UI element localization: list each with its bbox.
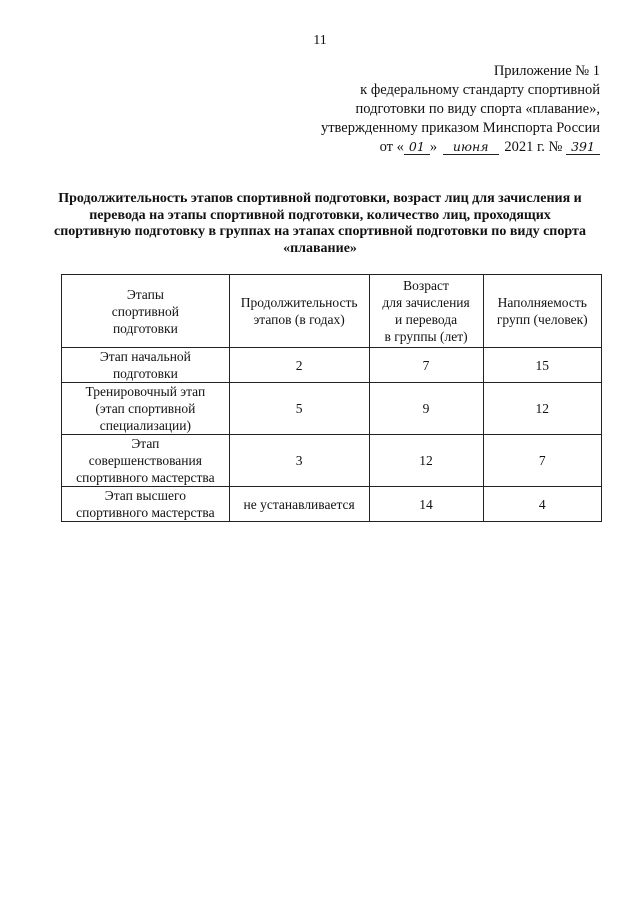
stage-name-cell: Этап совершенствования спортивного мастерства bbox=[62, 435, 230, 487]
stage-name-cell: Этап высшего спортивного мастерства bbox=[62, 487, 230, 522]
order-ref-year: 2021 г. № bbox=[504, 139, 563, 155]
appendix-title: Приложение № 1 bbox=[493, 63, 600, 79]
appendix-subtitle-line: утвержденному приказом Минспорта России bbox=[320, 120, 600, 136]
appendix-subtitle-line: подготовки по виду спорта «плавание», bbox=[355, 101, 600, 117]
column-header-stages: Этапы спортивной подготовки bbox=[62, 275, 230, 348]
duration-cell: 2 bbox=[229, 348, 369, 383]
document-title: Продолжительность этапов спортивной подготовки, возраст лиц для зачисления и перевода на этапы спортивной подготовки, количество лиц, проходящих спортивную подготовку в группах на этапах спортивной подготовки по виду спорта «плавание» bbox=[53, 191, 587, 256]
age-cell: 9 bbox=[369, 383, 483, 435]
order-ref-prefix: от « bbox=[379, 139, 404, 155]
duration-cell: не устанавливается bbox=[229, 487, 369, 522]
order-ref-mid: » bbox=[429, 139, 438, 155]
table-row bbox=[62, 435, 602, 487]
group-size-cell: 12 bbox=[483, 383, 601, 435]
column-header-age: Возраст для зачисления и перевода в группы (лет) bbox=[369, 275, 483, 348]
age-cell: 12 bbox=[369, 435, 483, 487]
table-row bbox=[62, 348, 602, 383]
handwritten-order-number: 391 bbox=[566, 140, 600, 155]
column-header-group-size: Наполняемость групп (человек) bbox=[483, 275, 601, 348]
table-header-row bbox=[62, 275, 602, 348]
appendix-subtitle-line: к федеральному стандарту спортивной bbox=[360, 82, 600, 98]
page-number: 11 bbox=[313, 33, 327, 48]
column-header-duration: Продолжительность этапов (в годах) bbox=[229, 275, 369, 348]
table-row bbox=[62, 383, 602, 435]
stages-table bbox=[61, 274, 602, 522]
age-cell: 7 bbox=[369, 348, 483, 383]
age-cell: 14 bbox=[369, 487, 483, 522]
appendix-header bbox=[300, 62, 600, 157]
duration-cell: 5 bbox=[229, 383, 369, 435]
handwritten-day: 01 bbox=[404, 140, 430, 155]
table-row bbox=[62, 487, 602, 522]
stage-name-cell: Этап начальной подготовки bbox=[62, 348, 230, 383]
handwritten-month: июня bbox=[443, 140, 499, 155]
group-size-cell: 15 bbox=[483, 348, 601, 383]
stage-name-cell: Тренировочный этап (этап спортивной специализации) bbox=[62, 383, 230, 435]
group-size-cell: 4 bbox=[483, 487, 601, 522]
duration-cell: 3 bbox=[229, 435, 369, 487]
order-reference bbox=[300, 138, 600, 157]
group-size-cell: 7 bbox=[483, 435, 601, 487]
